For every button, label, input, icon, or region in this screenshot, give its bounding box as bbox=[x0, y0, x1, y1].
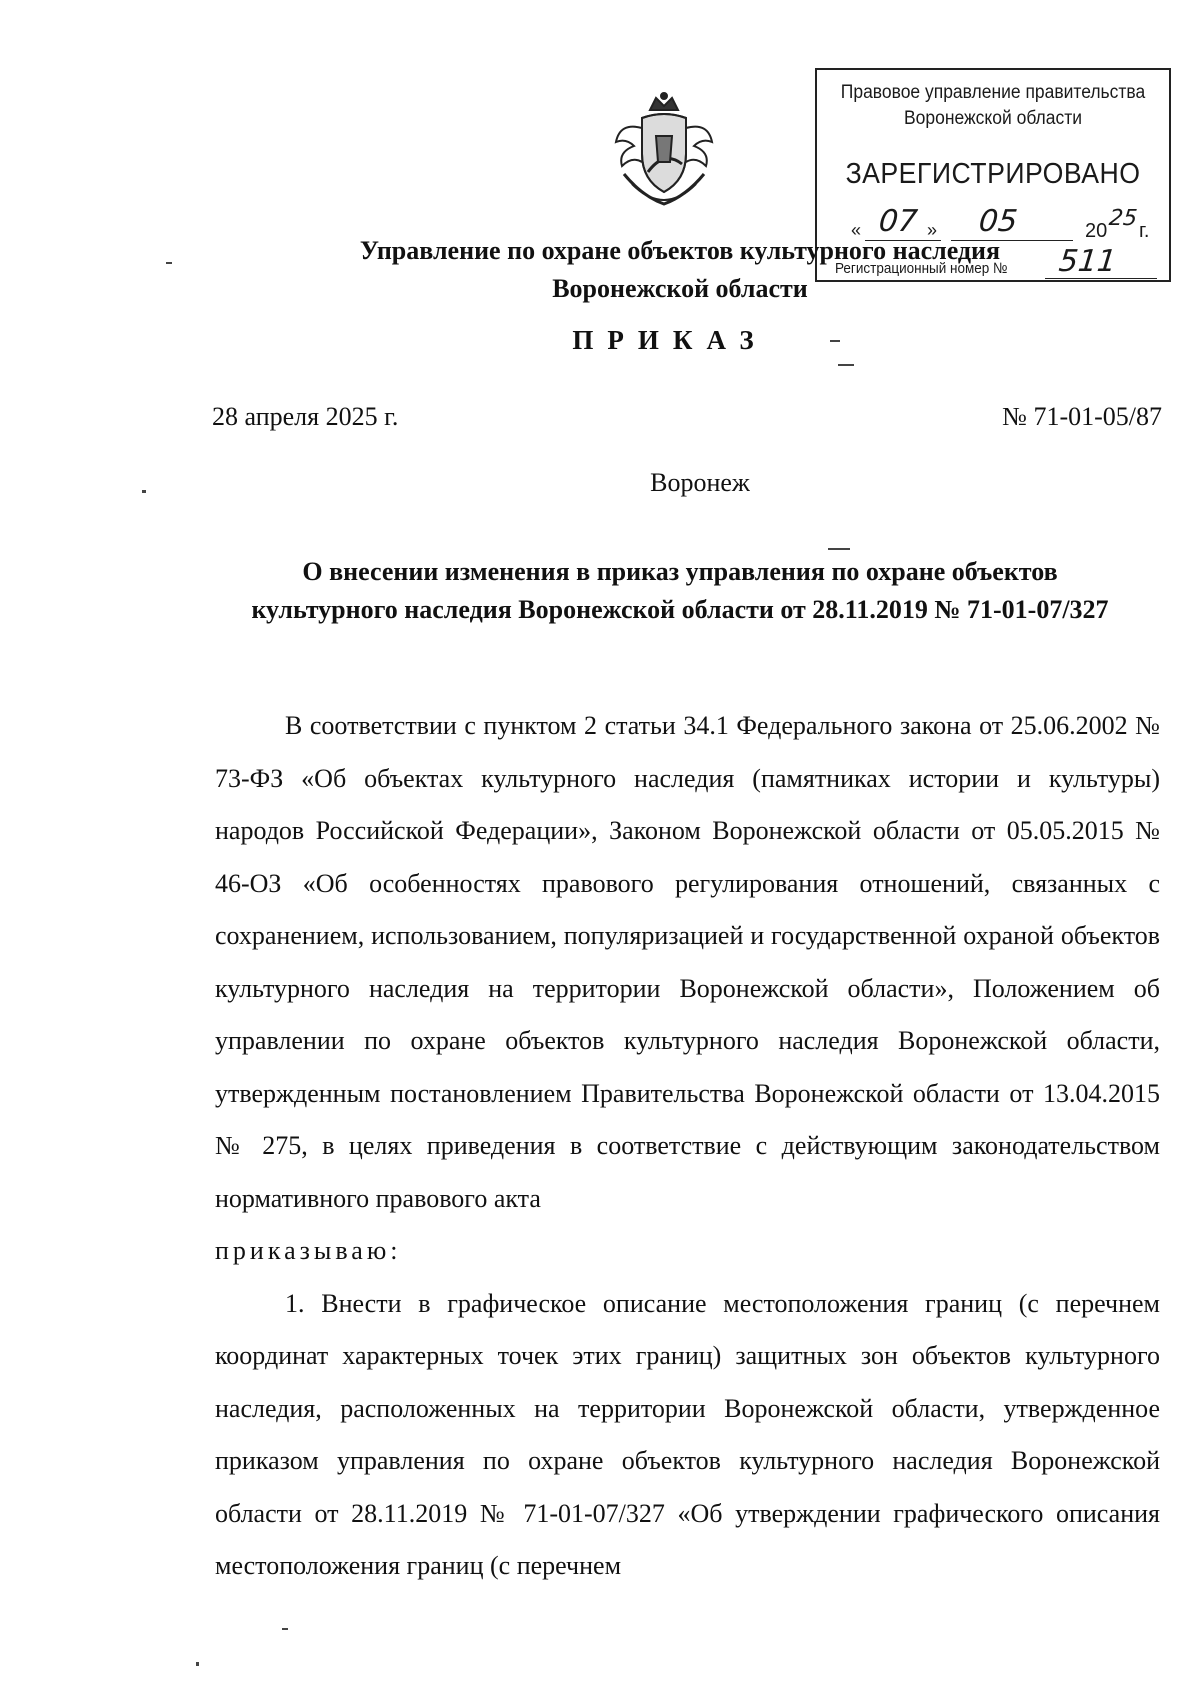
stamp-open-quote: « bbox=[851, 220, 862, 240]
scan-speck bbox=[142, 490, 146, 493]
stamp-org-line-1: Правовое управление правительства bbox=[840, 82, 1146, 103]
order-word: приказываю: bbox=[215, 1236, 402, 1265]
scan-speck bbox=[282, 1628, 288, 1630]
stamp-reg-label: Регистрационный номер № bbox=[835, 260, 1008, 277]
document-city: Воронеж bbox=[650, 468, 750, 497]
scan-speck bbox=[166, 262, 172, 264]
stamp-reg-line bbox=[1045, 278, 1157, 279]
subject-line-2: культурного наследия Воронежской области от 28.11.2019 № 71-01-07/327 bbox=[251, 595, 1109, 624]
stamp-org-line-2: Воронежской области bbox=[903, 108, 1082, 129]
subject-line-1: О внесении изменения в приказ управления по охране объектов bbox=[302, 557, 1058, 586]
document-subject bbox=[200, 553, 1160, 629]
preamble-paragraph: В соответствии с пунктом 2 статьи 34.1 Федерального закона от 25.06.2002 № 73-ФЗ «Об объектах культурного наследия (памятниках истории и культуры) народов Российской Федерации», Законом Воронежской области от 05.05.2015 № 46-ОЗ «Об особенностях правового регулирования отношений, связанных с сохранением, использованием, популяризацией и государственной охраной объектов культурного наследия на территории Воронежской области», Положением об управлении по охране объектов культурного наследия Воронежской области, утвержденным постановлением Правительства Воронежской области от 13.04.2015 № 275, в целях приведения в соответствие с действующим законодательством нормативного правового акта bbox=[215, 711, 1160, 1213]
stamp-year-unit: г. bbox=[1139, 220, 1150, 242]
scan-speck bbox=[838, 364, 854, 366]
scan-speck bbox=[830, 340, 840, 342]
stamp-year-prefix: 20 bbox=[1085, 220, 1108, 242]
scan-speck bbox=[196, 1662, 199, 1666]
document-date: 28 апреля 2025 г. bbox=[212, 402, 399, 431]
issuing-authority bbox=[300, 232, 1060, 308]
coat-of-arms-icon bbox=[612, 92, 716, 212]
stamp-title: ЗАРЕГИСТРИРОВАНО bbox=[845, 158, 1141, 190]
authority-line-2: Воронежской области bbox=[552, 274, 808, 303]
stamp-close-quote: » bbox=[927, 220, 938, 240]
item-1-paragraph: 1. Внести в графическое описание местоположения границ (с перечнем координат характерных точек этих границ) защитных зон объектов культурного наследия, расположенных на территории Воронежской области, утвержденное приказом управления по охране объектов культурного наследия Воронежской области от 28.11.2019 № 71-01-07/327 «Об утверждении графического описания местоположения границ (с перечнем bbox=[215, 1288, 1160, 1580]
scan-speck bbox=[828, 548, 850, 550]
document-number: № 71-01-05/87 bbox=[1002, 402, 1162, 431]
stamp-reg-number: 511 bbox=[1057, 244, 1119, 279]
stamp-year-suffix: 25 bbox=[1107, 206, 1139, 231]
stamp-organization bbox=[831, 80, 1155, 132]
document-type: ПРИКАЗ bbox=[572, 325, 768, 355]
authority-line-1: Управление по охране объектов культурного наследия bbox=[359, 236, 1001, 265]
stamp-day: 07 bbox=[877, 204, 920, 239]
document-body bbox=[215, 700, 1160, 1593]
stamp-month: 05 bbox=[977, 204, 1020, 239]
